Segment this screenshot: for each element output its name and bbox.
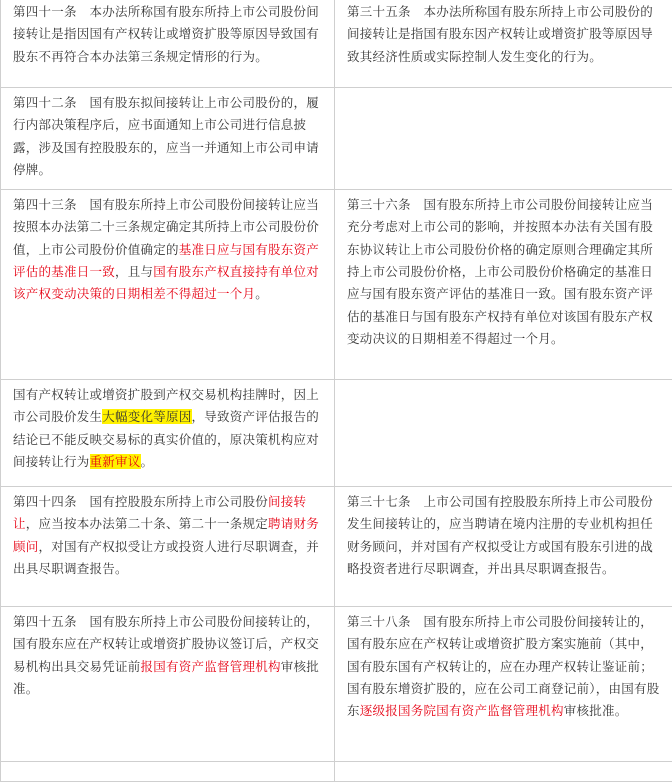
- cell-left: [1, 88, 335, 190]
- cell-right: [335, 487, 672, 607]
- clause-text: 第四十一条 本办法所称国有股东所持上市公司股份间接转让是指因国有产权转让或增资扩股等原因导致国有股东不再符合本办法第三条规定情形的行为。: [13, 4, 319, 64]
- cell-left: [1, 607, 335, 762]
- clause-text: ，对国有产权拟受让方或投资人进行尽职调查，并出具尽职调查报告。: [13, 539, 319, 576]
- clause-text: ，且与: [115, 264, 153, 279]
- cell-right: [335, 380, 672, 487]
- table-row: [1, 607, 672, 762]
- clause-text: 审核批准。: [13, 659, 319, 696]
- emphasis-red-text: 聘请财务顾问: [13, 516, 319, 553]
- table-row: [1, 88, 672, 190]
- highlighted-red-text: 重新审议: [90, 454, 141, 469]
- cell-left: [1, 487, 335, 607]
- cell-left: [1, 380, 335, 487]
- clause-text: 。: [141, 454, 154, 469]
- clause-text: 第三十五条 本办法所称国有股东所持上市公司股份的间接转让是指国有股东因产权转让或增资扩股等原因导致其经济性质或实际控制人发生变化的行为。: [347, 4, 653, 64]
- clause-text: 第四十二条 国有股东拟间接转让上市公司股份的，履行内部决策程序后，应书面通知上市公司进行信息披露，涉及国有控股股东的，应当一并通知上市公司申请停牌。: [13, 95, 319, 177]
- cell-right: [335, 88, 672, 190]
- table-row: [1, 380, 672, 487]
- table-row: [1, 0, 672, 88]
- cell-left: [1, 190, 335, 380]
- highlighted-text: 大幅变化等原因: [102, 409, 191, 424]
- clause-text: 第三十八条 国有股东所持上市公司股份间接转让的，国有股东应在产权转让或增资扩股方案实施前（其中，国有股东国有产权转让的，应在办理产权转让鉴证前；国有股东增资扩股的，应在公司工商登记前），由国有股东: [347, 614, 660, 718]
- clause-text: 。: [255, 286, 268, 301]
- clause-text: 第三十六条 国有股东所持上市公司股份间接转让应当充分考虑对上市公司的影响，并按照本办法有关国有股东协议转让上市公司股份价格的确定原则合理确定其所持上市公司股份价格，上市公司股份价格确定的基准日应与国有股东资产评估的基准日一致。国有股东资产评估的基准日与国有股东产权持有单位对该国有股东产权变动决议的日期相差不得超过一个月。: [347, 197, 653, 346]
- cell-right: [335, 190, 672, 380]
- clause-text: 审核批准。: [564, 703, 628, 718]
- table-row: [1, 190, 672, 380]
- emphasis-red-text: 报国有资产监督管理机构: [141, 659, 281, 674]
- table-row: [1, 487, 672, 607]
- emphasis-red-text: 间接转让: [13, 494, 306, 531]
- clause-text: 第四十四条 国有控股股东所持上市公司股份: [13, 494, 268, 509]
- cell-left: [1, 0, 335, 88]
- cell-right: [335, 607, 672, 762]
- clause-text: 国有产权转让或增资扩股到产权交易机构挂牌时，因上市公司股价发生: [13, 387, 319, 424]
- emphasis-red-text: 逐级报国务院国有资产监督管理机构: [360, 703, 564, 718]
- emphasis-red-text: 基准日应与国有股东资产评估的基准日一致: [13, 242, 319, 279]
- clause-text: ，导致资产评估报告的结论已不能反映交易标的真实价值的，原决策机构应对间接转让行为: [13, 409, 319, 469]
- cell-right: [335, 0, 672, 88]
- clause-text: 第四十三条 国有股东所持上市公司股份间接转让应当按照本办法第二十三条规定确定其所持上市公司股份价值，上市公司股份价值确定的: [13, 197, 319, 257]
- emphasis-red-text: 国有股东产权直接持有单位对该产权变动决策的日期相差不得超过一个月: [13, 264, 319, 301]
- clause-text: 第四十五条 国有股东所持上市公司股份间接转让的，国有股东应在产权转让或增资扩股协议签订后，产权交易机构出具交易凭证前: [13, 614, 319, 674]
- clause-text: 第三十七条 上市公司国有控股股东所持上市公司股份发生间接转让的，应当聘请在境内注册的专业机构担任财务顾问，并对国有产权拟受让方或国有股东引进的战略投资者进行尽职调查，并出具尽职调查报告。: [347, 494, 653, 576]
- clause-text: ，应当按本办法第二十条、第二十一条规定: [26, 516, 268, 531]
